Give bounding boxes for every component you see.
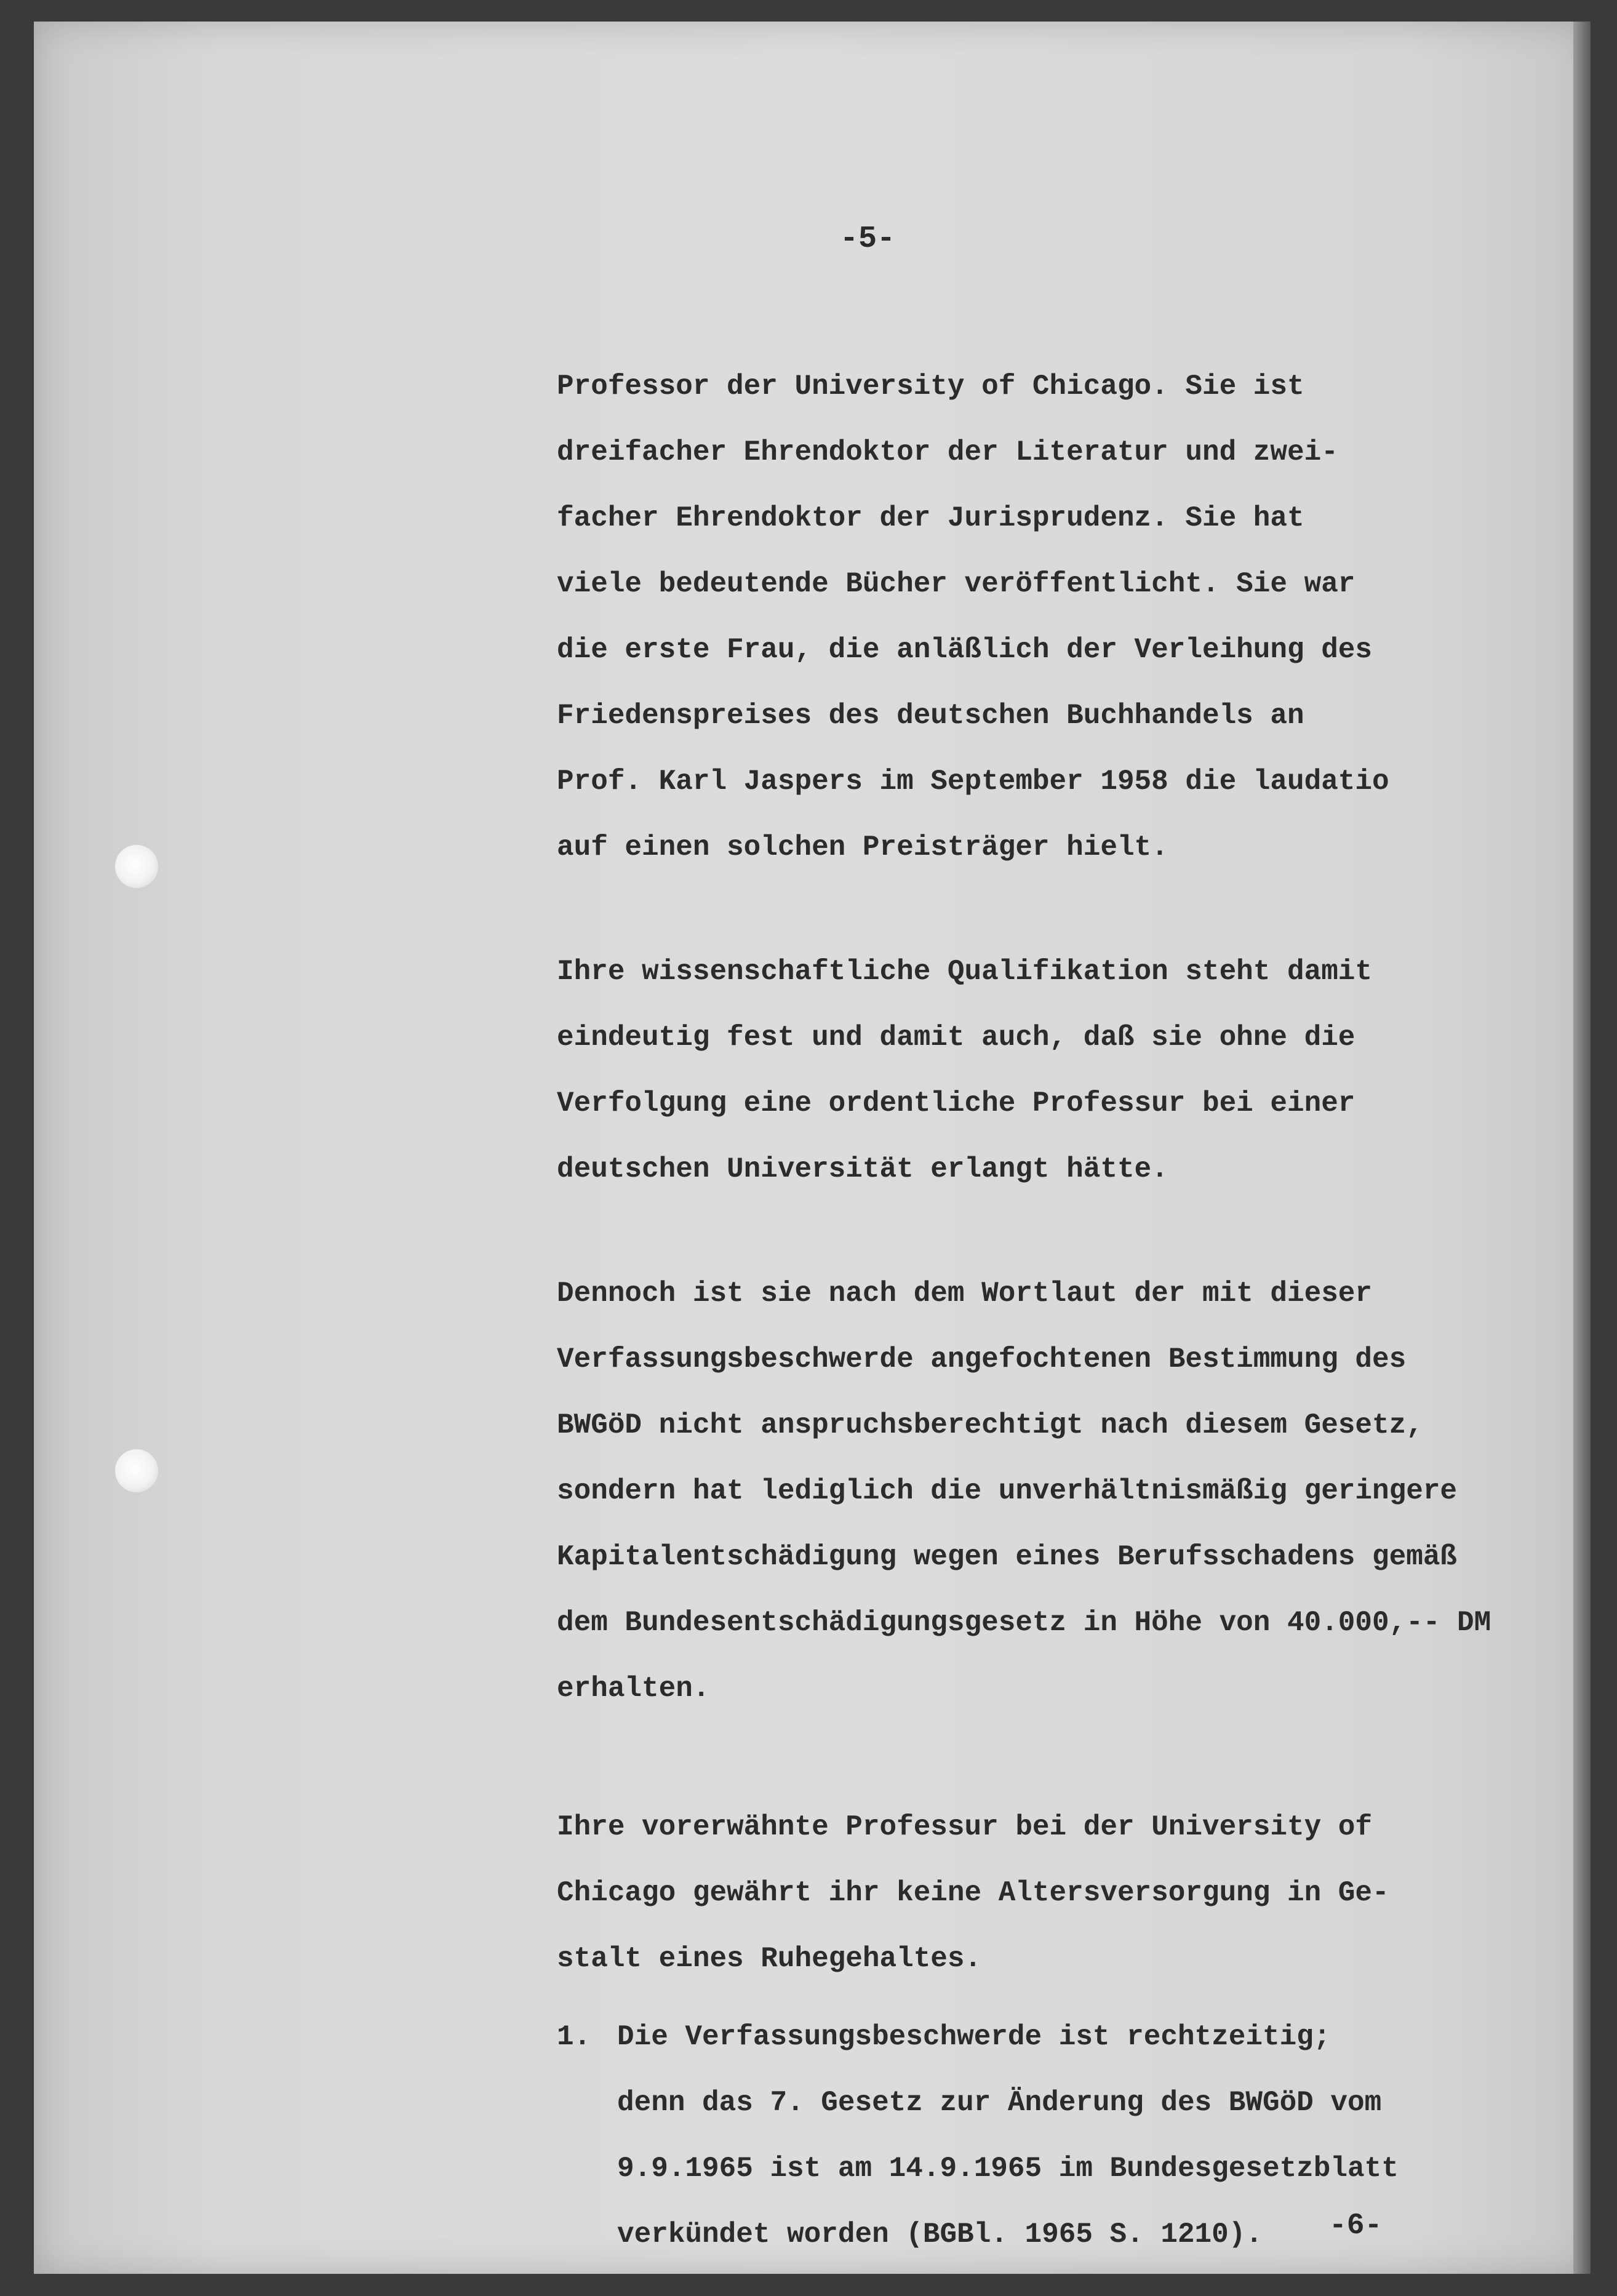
text-line: Kapitalentschädigung wegen eines Berufsschadens gemäß — [557, 1541, 1458, 1573]
text-line: dem Bundesentschädigungsgesetz in Höhe von 40.000,-- DM — [557, 1607, 1491, 1639]
text-line: Prof. Karl Jaspers im September 1958 die laudatio — [557, 766, 1389, 798]
text-line: Verfassungsbeschwerde angefochtenen Bestimmung des — [557, 1343, 1407, 1375]
text-line: Die Verfassungsbeschwerde ist rechtzeitig; — [617, 2021, 1331, 2053]
next-page-marker: -6- — [1329, 2209, 1383, 2242]
text-line: Friedenspreises des deutschen Buchhandels an — [557, 700, 1304, 732]
text-line: deutschen Universität erlangt hätte. — [557, 1153, 1168, 1185]
page-edge-shadow — [1573, 22, 1591, 2274]
list-number: 1. — [557, 2021, 591, 2053]
text-line: auf einen solchen Preisträger hielt. — [557, 831, 1168, 863]
text-line: 9.9.1965 ist am 14.9.1965 im Bundesgesetzblatt — [617, 2153, 1399, 2185]
list-item-body — [557, 2004, 1554, 2268]
text-line: viele bedeutende Bücher veröffentlicht. Sie war — [557, 568, 1355, 600]
paragraph-3 — [557, 1261, 1554, 1722]
text-line: sondern hat lediglich die unverhältnismäßig geringere — [557, 1475, 1458, 1507]
text-line: Dennoch ist sie nach dem Wortlaut der mit dieser — [557, 1278, 1373, 1310]
paragraph-2 — [557, 939, 1554, 1202]
punch-hole-upper — [115, 845, 158, 888]
page-number: -5- — [840, 222, 896, 257]
text-line: Ihre wissenschaftliche Qualifikation steht damit — [557, 956, 1373, 988]
text-line: erhalten. — [557, 1673, 710, 1705]
text-line: eindeutig fest und damit auch, daß sie ohne die — [557, 1022, 1355, 1054]
document-body — [557, 354, 1554, 2268]
text-line: stalt eines Ruhegehaltes. — [557, 1943, 982, 1975]
paragraph-1 — [557, 354, 1554, 881]
text-line: die erste Frau, die anläßlich der Verleihung des — [557, 634, 1373, 666]
text-line: denn das 7. Gesetz zur Änderung des BWGöD vom — [617, 2087, 1382, 2119]
text-line: facher Ehrendoktor der Jurisprudenz. Sie hat — [557, 502, 1304, 534]
document-page — [34, 22, 1591, 2274]
numbered-item-1 — [557, 2004, 1554, 2268]
text-line: Ihre vorerwähnte Professur bei der University of — [557, 1811, 1373, 1843]
text-line: Professor der University of Chicago. Sie ist — [557, 370, 1304, 402]
text-line: verkündet worden (BGBl. 1965 S. 1210). — [617, 2218, 1263, 2250]
text-line: BWGöD nicht anspruchsberechtigt nach diesem Gesetz, — [557, 1409, 1423, 1441]
text-line: Verfolgung eine ordentliche Professur bei einer — [557, 1087, 1355, 1119]
text-line: Chicago gewährt ihr keine Altersversorgung in Ge- — [557, 1877, 1389, 1909]
text-line: dreifacher Ehrendoktor der Literatur und zwei- — [557, 436, 1338, 468]
punch-hole-lower — [115, 1449, 158, 1492]
paragraph-4 — [557, 1794, 1554, 1992]
